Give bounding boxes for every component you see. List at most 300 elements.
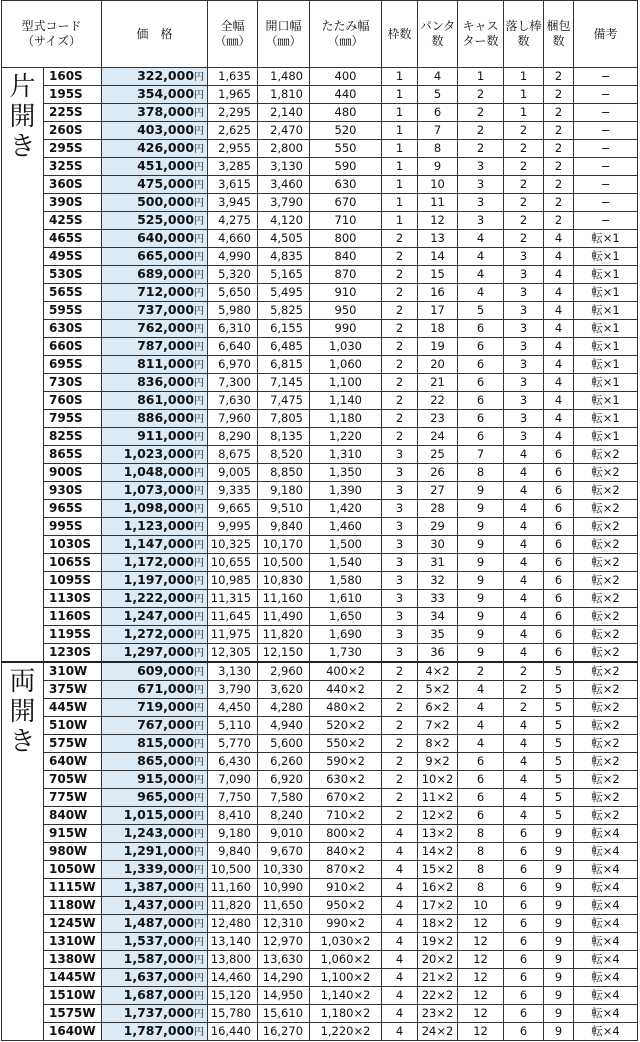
cell-overall-width: 2,955 xyxy=(208,140,258,158)
cell-drop-bolt: 2 xyxy=(504,176,544,194)
cell-notes: 転×2 xyxy=(574,644,638,663)
cell-code: 510W xyxy=(44,717,102,735)
cell-opening-width: 11,650 xyxy=(258,897,310,915)
cell-panta: 22 xyxy=(418,392,458,410)
currency-suffix: 円 xyxy=(194,630,205,641)
cell-panta: 21 xyxy=(418,374,458,392)
price-value: 737,000 xyxy=(137,302,195,317)
table-row xyxy=(2,644,638,663)
cell-code: 1310W xyxy=(44,933,102,951)
cell-packages: 6 xyxy=(544,590,574,608)
table-row xyxy=(2,681,638,699)
cell-folded-width: 520 xyxy=(310,122,382,140)
cell-price xyxy=(102,608,208,626)
cell-opening-width: 6,920 xyxy=(258,771,310,789)
price-value: 1,637,000 xyxy=(123,969,195,984)
table-row xyxy=(2,68,638,86)
cell-overall-width: 13,140 xyxy=(208,933,258,951)
cell-folded-width: 1,610 xyxy=(310,590,382,608)
cell-folded-width: 400×2 xyxy=(310,662,382,681)
cell-packages: 9 xyxy=(544,879,574,897)
cell-overall-width: 10,985 xyxy=(208,572,258,590)
cell-opening-width: 9,840 xyxy=(258,518,310,536)
cell-price xyxy=(102,987,208,1005)
cell-drop-bolt: 2 xyxy=(504,140,544,158)
cell-notes: − xyxy=(574,212,638,230)
cell-code: 660S xyxy=(44,338,102,356)
cell-panta: 6 xyxy=(418,104,458,122)
cell-price xyxy=(102,482,208,500)
cell-opening-width: 7,475 xyxy=(258,392,310,410)
cell-folded-width: 1,350 xyxy=(310,464,382,482)
cell-folded-width: 1,140×2 xyxy=(310,987,382,1005)
cell-frames: 3 xyxy=(382,572,418,590)
cell-packages: 4 xyxy=(544,374,574,392)
cell-notes: − xyxy=(574,122,638,140)
cell-panta: 14×2 xyxy=(418,843,458,861)
cell-notes: 転×1 xyxy=(574,284,638,302)
cell-opening-width: 2,960 xyxy=(258,662,310,681)
currency-suffix: 円 xyxy=(194,396,205,407)
cell-caster: 12 xyxy=(458,987,504,1005)
cell-panta: 35 xyxy=(418,626,458,644)
cell-panta: 4×2 xyxy=(418,662,458,681)
cell-caster: 12 xyxy=(458,1023,504,1041)
cell-frames: 2 xyxy=(382,717,418,735)
cell-folded-width: 1,060×2 xyxy=(310,951,382,969)
cell-folded-width: 480×2 xyxy=(310,699,382,717)
cell-panta: 24×2 xyxy=(418,1023,458,1041)
cell-price xyxy=(102,374,208,392)
cell-packages: 4 xyxy=(544,230,574,248)
cell-packages: 6 xyxy=(544,536,574,554)
cell-overall-width: 6,970 xyxy=(208,356,258,374)
currency-suffix: 円 xyxy=(194,667,205,678)
table-row xyxy=(2,122,638,140)
cell-notes: 転×1 xyxy=(574,230,638,248)
cell-drop-bolt: 3 xyxy=(504,374,544,392)
cell-price xyxy=(102,356,208,374)
table-row xyxy=(2,446,638,464)
cell-panta: 27 xyxy=(418,482,458,500)
cell-notes: 転×2 xyxy=(574,699,638,717)
cell-notes: − xyxy=(574,68,638,86)
currency-suffix: 円 xyxy=(194,486,205,497)
cell-price xyxy=(102,717,208,735)
cell-frames: 3 xyxy=(382,464,418,482)
cell-folded-width: 840 xyxy=(310,248,382,266)
cell-overall-width: 2,625 xyxy=(208,122,258,140)
cell-packages: 5 xyxy=(544,681,574,699)
cell-panta: 13 xyxy=(418,230,458,248)
cell-overall-width: 11,315 xyxy=(208,590,258,608)
cell-opening-width: 15,610 xyxy=(258,1005,310,1023)
currency-suffix: 円 xyxy=(194,757,205,768)
cell-price xyxy=(102,266,208,284)
currency-suffix: 円 xyxy=(194,973,205,984)
table-row xyxy=(2,897,638,915)
currency-suffix: 円 xyxy=(194,540,205,551)
currency-suffix: 円 xyxy=(194,414,205,425)
cell-caster: 8 xyxy=(458,825,504,843)
cell-code: 995S xyxy=(44,518,102,536)
currency-suffix: 円 xyxy=(194,162,205,173)
cell-folded-width: 1,580 xyxy=(310,572,382,590)
cell-caster: 4 xyxy=(458,284,504,302)
cell-code: 1245W xyxy=(44,915,102,933)
cell-frames: 2 xyxy=(382,266,418,284)
price-value: 1,015,000 xyxy=(123,807,195,822)
cell-packages: 9 xyxy=(544,1023,574,1041)
cell-opening-width: 7,805 xyxy=(258,410,310,428)
cell-caster: 3 xyxy=(458,158,504,176)
cell-overall-width: 6,640 xyxy=(208,338,258,356)
cell-frames: 1 xyxy=(382,212,418,230)
cell-frames: 2 xyxy=(382,410,418,428)
cell-code: 295S xyxy=(44,140,102,158)
currency-suffix: 円 xyxy=(194,576,205,587)
cell-code: 1030S xyxy=(44,536,102,554)
cell-overall-width: 9,665 xyxy=(208,500,258,518)
cell-frames: 3 xyxy=(382,608,418,626)
cell-drop-bolt: 4 xyxy=(504,735,544,753)
cell-opening-width: 5,165 xyxy=(258,266,310,284)
cell-price xyxy=(102,194,208,212)
cell-frames: 1 xyxy=(382,68,418,86)
cell-notes: 転×1 xyxy=(574,302,638,320)
cell-drop-bolt: 3 xyxy=(504,428,544,446)
cell-overall-width: 5,320 xyxy=(208,266,258,284)
cell-panta: 23 xyxy=(418,410,458,428)
cell-panta: 11×2 xyxy=(418,789,458,807)
cell-code: 760S xyxy=(44,392,102,410)
cell-notes: 転×2 xyxy=(574,662,638,681)
cell-drop-bolt: 4 xyxy=(504,446,544,464)
cell-panta: 25 xyxy=(418,446,458,464)
cell-frames: 3 xyxy=(382,482,418,500)
price-value: 525,000 xyxy=(137,212,195,227)
cell-folded-width: 520×2 xyxy=(310,717,382,735)
cell-packages: 2 xyxy=(544,68,574,86)
cell-notes: 転×2 xyxy=(574,536,638,554)
cell-notes: 転×4 xyxy=(574,915,638,933)
cell-frames: 2 xyxy=(382,248,418,266)
cell-panta: 26 xyxy=(418,464,458,482)
cell-opening-width: 8,240 xyxy=(258,807,310,825)
cell-packages: 4 xyxy=(544,320,574,338)
currency-suffix: 円 xyxy=(194,685,205,696)
cell-opening-width: 12,150 xyxy=(258,644,310,663)
cell-opening-width: 7,145 xyxy=(258,374,310,392)
cell-panta: 9×2 xyxy=(418,753,458,771)
price-value: 1,737,000 xyxy=(123,1005,195,1020)
cell-panta: 21×2 xyxy=(418,969,458,987)
cell-opening-width: 8,135 xyxy=(258,428,310,446)
cell-panta: 5×2 xyxy=(418,681,458,699)
currency-suffix: 円 xyxy=(194,504,205,515)
table-row xyxy=(2,338,638,356)
cell-frames: 2 xyxy=(382,338,418,356)
cell-folded-width: 670×2 xyxy=(310,789,382,807)
cell-frames: 2 xyxy=(382,302,418,320)
cell-drop-bolt: 3 xyxy=(504,356,544,374)
cell-caster: 8 xyxy=(458,861,504,879)
table-row xyxy=(2,518,638,536)
cell-folded-width: 1,390 xyxy=(310,482,382,500)
cell-code: 825S xyxy=(44,428,102,446)
cell-panta: 18 xyxy=(418,320,458,338)
cell-folded-width: 1,420 xyxy=(310,500,382,518)
currency-suffix: 円 xyxy=(194,198,205,209)
cell-frames: 1 xyxy=(382,86,418,104)
cell-folded-width: 1,100 xyxy=(310,374,382,392)
cell-price xyxy=(102,392,208,410)
cell-panta: 4 xyxy=(418,68,458,86)
cell-packages: 4 xyxy=(544,356,574,374)
currency-suffix: 円 xyxy=(194,829,205,840)
cell-caster: 10 xyxy=(458,897,504,915)
cell-notes: 転×1 xyxy=(574,248,638,266)
cell-price xyxy=(102,789,208,807)
cell-opening-width: 8,520 xyxy=(258,446,310,464)
cell-caster: 9 xyxy=(458,482,504,500)
cell-drop-bolt: 4 xyxy=(504,554,544,572)
table-row xyxy=(2,933,638,951)
cell-frames: 1 xyxy=(382,176,418,194)
cell-notes: 転×2 xyxy=(574,626,638,644)
currency-suffix: 円 xyxy=(194,450,205,461)
price-value: 1,123,000 xyxy=(123,518,195,533)
cell-notes: 転×1 xyxy=(574,338,638,356)
header-price: 価 格 xyxy=(102,1,208,68)
cell-code: 1130S xyxy=(44,590,102,608)
cell-drop-bolt: 4 xyxy=(504,482,544,500)
cell-folded-width: 440×2 xyxy=(310,681,382,699)
cell-overall-width: 1,635 xyxy=(208,68,258,86)
header-folded-width: たたみ幅 （㎜） xyxy=(310,1,382,68)
cell-price xyxy=(102,554,208,572)
cell-packages: 9 xyxy=(544,969,574,987)
cell-frames: 3 xyxy=(382,500,418,518)
price-value: 1,291,000 xyxy=(123,843,195,858)
cell-frames: 1 xyxy=(382,122,418,140)
price-value: 1,098,000 xyxy=(123,500,195,515)
cell-price xyxy=(102,753,208,771)
cell-opening-width: 4,280 xyxy=(258,699,310,717)
cell-opening-width: 14,290 xyxy=(258,969,310,987)
cell-price xyxy=(102,446,208,464)
cell-overall-width: 7,300 xyxy=(208,374,258,392)
cell-overall-width: 7,630 xyxy=(208,392,258,410)
cell-caster: 9 xyxy=(458,536,504,554)
table-row xyxy=(2,843,638,861)
cell-overall-width: 11,645 xyxy=(208,608,258,626)
cell-packages: 9 xyxy=(544,825,574,843)
cell-caster: 3 xyxy=(458,176,504,194)
cell-notes: 転×4 xyxy=(574,897,638,915)
cell-notes: 転×4 xyxy=(574,987,638,1005)
cell-notes: 転×2 xyxy=(574,572,638,590)
cell-price xyxy=(102,500,208,518)
currency-suffix: 円 xyxy=(194,360,205,371)
cell-code: 900S xyxy=(44,464,102,482)
cell-folded-width: 710×2 xyxy=(310,807,382,825)
table-row xyxy=(2,572,638,590)
price-value: 1,197,000 xyxy=(123,572,195,587)
table-row xyxy=(2,662,638,681)
cell-frames: 2 xyxy=(382,428,418,446)
cell-caster: 12 xyxy=(458,951,504,969)
header-overall-width: 全幅 （㎜） xyxy=(208,1,258,68)
price-value: 861,000 xyxy=(137,392,195,407)
currency-suffix: 円 xyxy=(194,703,205,714)
cell-drop-bolt: 6 xyxy=(504,861,544,879)
cell-opening-width: 8,850 xyxy=(258,464,310,482)
cell-folded-width: 630 xyxy=(310,176,382,194)
cell-price xyxy=(102,284,208,302)
cell-packages: 2 xyxy=(544,212,574,230)
cell-code: 795S xyxy=(44,410,102,428)
cell-drop-bolt: 4 xyxy=(504,626,544,644)
cell-packages: 4 xyxy=(544,284,574,302)
cell-notes: − xyxy=(574,140,638,158)
currency-suffix: 円 xyxy=(194,144,205,155)
cell-frames: 2 xyxy=(382,284,418,302)
currency-suffix: 円 xyxy=(194,612,205,623)
cell-notes: 転×4 xyxy=(574,1023,638,1041)
cell-frames: 2 xyxy=(382,789,418,807)
cell-code: 375W xyxy=(44,681,102,699)
cell-code: 1380W xyxy=(44,951,102,969)
cell-packages: 4 xyxy=(544,266,574,284)
cell-price xyxy=(102,879,208,897)
cell-frames: 4 xyxy=(382,951,418,969)
table-row xyxy=(2,608,638,626)
cell-packages: 5 xyxy=(544,662,574,681)
cell-packages: 9 xyxy=(544,861,574,879)
price-value: 475,000 xyxy=(137,176,195,191)
price-value: 787,000 xyxy=(137,338,195,353)
cell-frames: 3 xyxy=(382,644,418,663)
cell-caster: 6 xyxy=(458,807,504,825)
cell-packages: 5 xyxy=(544,789,574,807)
cell-notes: 転×4 xyxy=(574,1005,638,1023)
cell-overall-width: 15,780 xyxy=(208,1005,258,1023)
cell-code: 1180W xyxy=(44,897,102,915)
cell-price xyxy=(102,807,208,825)
cell-price xyxy=(102,464,208,482)
cell-folded-width: 1,460 xyxy=(310,518,382,536)
cell-caster: 2 xyxy=(458,86,504,104)
cell-panta: 28 xyxy=(418,500,458,518)
table-row xyxy=(2,771,638,789)
header-frames: 枠数 xyxy=(382,1,418,68)
price-value: 1,172,000 xyxy=(123,554,195,569)
cell-caster: 6 xyxy=(458,428,504,446)
cell-overall-width: 8,290 xyxy=(208,428,258,446)
cell-caster: 6 xyxy=(458,771,504,789)
currency-suffix: 円 xyxy=(194,216,205,227)
cell-caster: 4 xyxy=(458,681,504,699)
price-value: 665,000 xyxy=(137,248,195,263)
cell-opening-width: 11,490 xyxy=(258,608,310,626)
cell-frames: 2 xyxy=(382,320,418,338)
cell-opening-width: 5,495 xyxy=(258,284,310,302)
cell-caster: 6 xyxy=(458,320,504,338)
cell-notes: 転×2 xyxy=(574,789,638,807)
cell-folded-width: 710 xyxy=(310,212,382,230)
cell-opening-width: 10,830 xyxy=(258,572,310,590)
cell-caster: 4 xyxy=(458,248,504,266)
table-row xyxy=(2,428,638,446)
cell-packages: 5 xyxy=(544,753,574,771)
cell-code: 595S xyxy=(44,302,102,320)
cell-drop-bolt: 6 xyxy=(504,1023,544,1041)
cell-code: 775W xyxy=(44,789,102,807)
cell-caster: 9 xyxy=(458,500,504,518)
cell-overall-width: 7,750 xyxy=(208,789,258,807)
table-header xyxy=(2,1,638,68)
cell-caster: 5 xyxy=(458,302,504,320)
cell-code: 495S xyxy=(44,248,102,266)
cell-opening-width: 11,820 xyxy=(258,626,310,644)
cell-drop-bolt: 3 xyxy=(504,284,544,302)
currency-suffix: 円 xyxy=(194,648,205,659)
cell-folded-width: 1,030 xyxy=(310,338,382,356)
currency-suffix: 円 xyxy=(194,739,205,750)
cell-opening-width: 5,600 xyxy=(258,735,310,753)
cell-code: 1095S xyxy=(44,572,102,590)
cell-drop-bolt: 4 xyxy=(504,608,544,626)
cell-overall-width: 4,275 xyxy=(208,212,258,230)
cell-panta: 34 xyxy=(418,608,458,626)
cell-notes: 転×2 xyxy=(574,807,638,825)
cell-opening-width: 2,800 xyxy=(258,140,310,158)
table-row xyxy=(2,212,638,230)
cell-panta: 20×2 xyxy=(418,951,458,969)
price-value: 451,000 xyxy=(137,158,195,173)
cell-frames: 4 xyxy=(382,825,418,843)
cell-opening-width: 3,460 xyxy=(258,176,310,194)
price-value: 671,000 xyxy=(137,681,195,696)
cell-packages: 2 xyxy=(544,140,574,158)
cell-notes: 転×4 xyxy=(574,843,638,861)
cell-overall-width: 8,675 xyxy=(208,446,258,464)
cell-overall-width: 9,995 xyxy=(208,518,258,536)
header-caster: キャス ター数 xyxy=(458,1,504,68)
cell-price xyxy=(102,951,208,969)
cell-price xyxy=(102,662,208,681)
cell-panta: 32 xyxy=(418,572,458,590)
table-row xyxy=(2,248,638,266)
cell-caster: 12 xyxy=(458,933,504,951)
cell-overall-width: 9,335 xyxy=(208,482,258,500)
cell-overall-width: 5,770 xyxy=(208,735,258,753)
cell-frames: 4 xyxy=(382,879,418,897)
currency-suffix: 円 xyxy=(194,522,205,533)
cell-caster: 2 xyxy=(458,122,504,140)
cell-packages: 4 xyxy=(544,302,574,320)
cell-drop-bolt: 4 xyxy=(504,518,544,536)
price-value: 1,297,000 xyxy=(123,644,195,659)
currency-suffix: 円 xyxy=(194,234,205,245)
cell-code: 640W xyxy=(44,753,102,771)
currency-suffix: 円 xyxy=(194,306,205,317)
cell-code: 1115W xyxy=(44,879,102,897)
cell-folded-width: 1,540 xyxy=(310,554,382,572)
cell-drop-bolt: 2 xyxy=(504,681,544,699)
cell-opening-width: 6,155 xyxy=(258,320,310,338)
